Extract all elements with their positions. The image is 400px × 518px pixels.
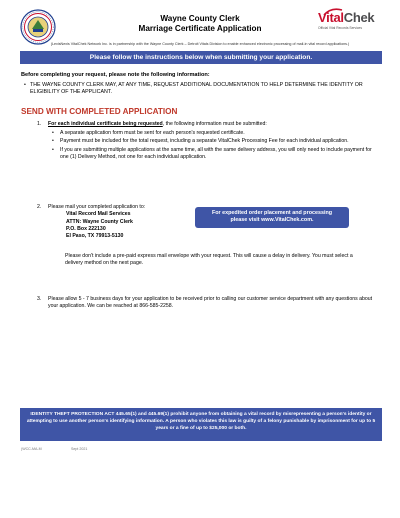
bullet-icon: •: [52, 138, 54, 145]
title-line-2: Marriage Certificate Application: [138, 23, 262, 33]
logo-text-chek: Chek: [343, 10, 375, 25]
address-line: P.O. Box 222130: [66, 226, 106, 233]
item-number: 2.: [37, 204, 42, 210]
expedite-line-2[interactable]: please visit www.VitalChek.com.: [230, 217, 314, 224]
instruction-item-1: [37, 121, 377, 162]
bullet-icon: •: [52, 129, 54, 136]
address-line: El Paso, TX 79913-5130: [66, 233, 124, 240]
partner-note: (LexisNexis VitalChek Network Inc. is in partnership with the Wayne County Clerk – Detroit Vitals Division to enable enhanced electronic processing of mail-in vital record applications.): [50, 42, 350, 46]
expedite-callout: [195, 207, 349, 228]
bullet-icon: •: [24, 82, 26, 88]
logo-swoosh-icon: [323, 8, 343, 16]
identity-notice: [24, 82, 375, 96]
logo-text-vital: Vital: [318, 10, 344, 25]
address-line: Vital Record Mail Services: [66, 211, 131, 218]
instruction-item-3: [37, 296, 377, 310]
item-1-lead-rest: , the following information must be submitted:: [162, 121, 267, 127]
item-number: 3.: [37, 296, 42, 302]
send-heading: SEND WITH COMPLETED APPLICATION: [21, 107, 178, 116]
bullet-text: If you are submitting multiple applications at the same time, all with the same delivery address, you will only need to include payment for one (1) Delivery Method, not one for each individual application.: [60, 147, 372, 161]
form-date: Sept 2021: [71, 447, 88, 451]
prepaid-envelope-note: Please don't include a pre-paid express mail envelope with your request. This will cause a delay in delivery. You must select a delivery method on the next page.: [65, 253, 353, 267]
item-number: 1.: [37, 121, 42, 127]
before-heading: Before completing your request, please note the following information:: [21, 72, 210, 78]
expedite-line-1: For expedited order placement and processing: [211, 210, 333, 216]
address-line: ATTN: Wayne County Clerk: [66, 218, 133, 225]
list-item: [48, 138, 377, 145]
form-code: (WCC-MA-M: [21, 447, 42, 451]
identity-theft-notice: IDENTITY THEFT PROTECTION ACT 445.65(1) and 445.69(1) prohibit anyone from obtaining a vital record by misrepresenting a person's identity or attempting to use another person's identifying information. A person who violates this law is guilty of a felony punishable by imprisonment for up to 5 years or a fine of up to $25,000 or both.: [20, 408, 382, 441]
logo-tagline: Official Vital Records Services: [318, 26, 363, 30]
list-item: [48, 130, 377, 137]
item-3-text: Please allow 5 - 7 business days for your application to be received prior to calling our customer service department with any questions about your application. We can be reached at 866-585-2258.: [48, 296, 373, 310]
identity-notice-text: THE WAYNE COUNTY CLERK MAY, AT ANY TIME, REQUEST ADDITIONAL DOCUMENTATION TO HELP DETERMINE THE IDENTITY OR ELIGIBILITY OF THE APPLICANT.: [30, 82, 363, 96]
bullet-icon: •: [52, 147, 54, 154]
bullet-text: Payment must be included for the total request, including a separate VitalChek Processing Fee for each individual application.: [60, 138, 349, 145]
item-1-lead-underlined: For each individual certificate being requested: [48, 121, 163, 127]
title-line-1: Wayne County Clerk: [160, 14, 240, 23]
vitalchek-logo: [318, 11, 380, 41]
bullet-text: A separate application form must be sent for each person's requested certificate.: [60, 129, 245, 136]
instruction-item-2: [37, 204, 197, 241]
item-2-lead: Please mail your completed application to:: [48, 204, 146, 210]
mailing-address: [66, 211, 197, 241]
instructions-banner: Please follow the instructions below when submitting your application.: [20, 51, 382, 64]
list-item: [48, 147, 377, 161]
